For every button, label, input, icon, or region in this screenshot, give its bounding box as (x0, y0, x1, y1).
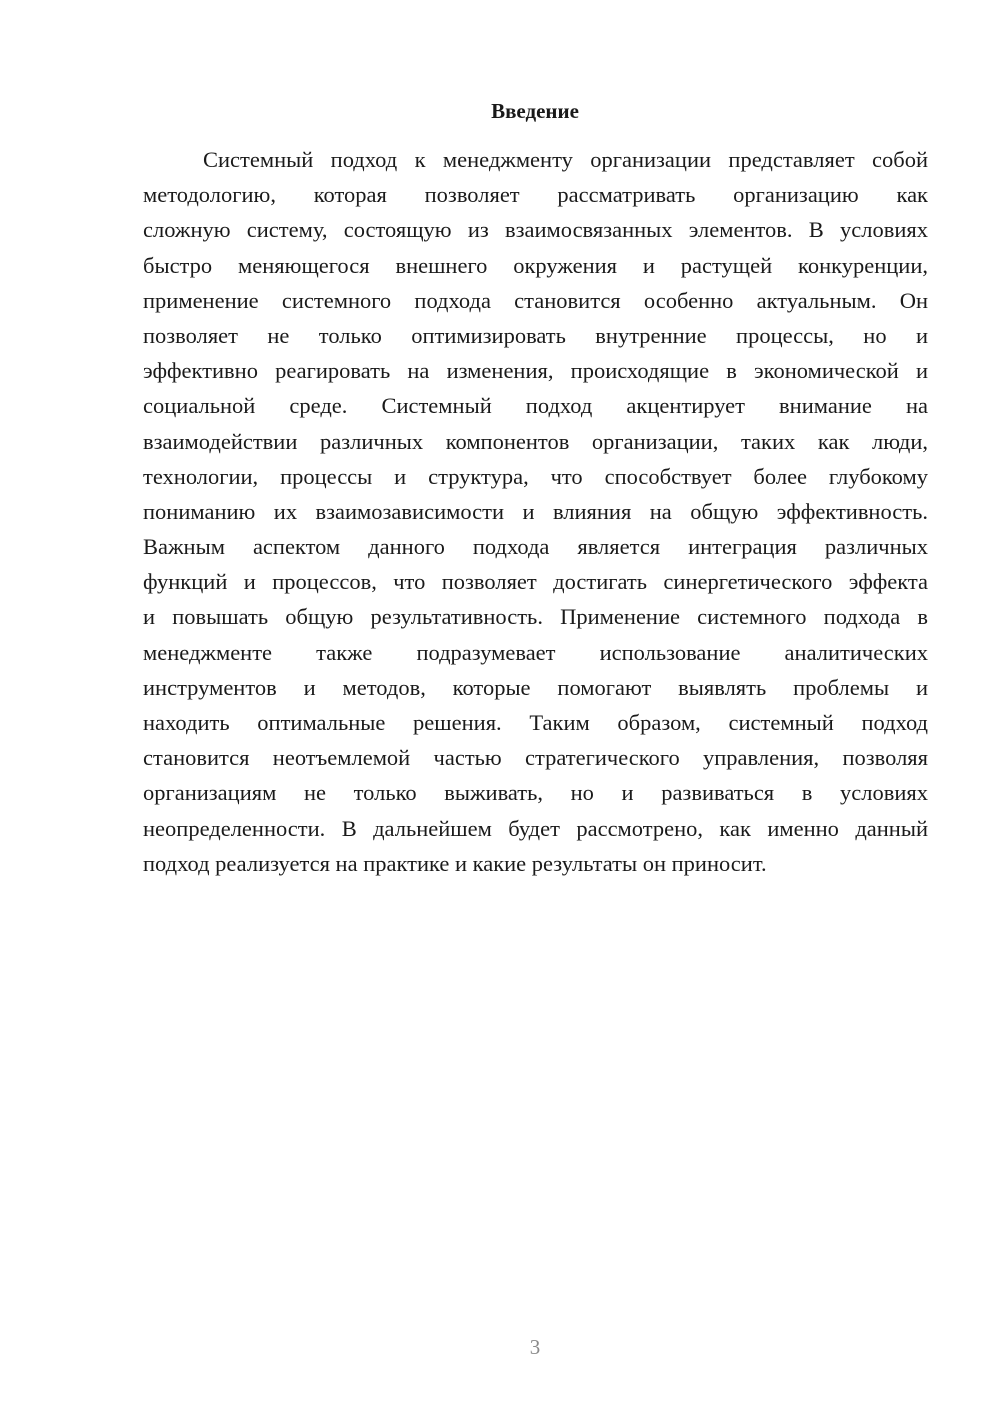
paragraph-line: и повышать общую результативность. Применение системного подхода в (143, 604, 928, 630)
paragraph-line: организациям не только выживать, но и развиваться в условиях (143, 780, 928, 806)
paragraph-line: взаимодействии различных компонентов организации, таких как люди, (143, 428, 928, 454)
paragraph-line: сложную систему, состоящую из взаимосвязанных элементов. В условиях (143, 217, 928, 243)
paragraph-line: быстро меняющегося внешнего окружения и растущей конкуренции, (143, 252, 928, 278)
intro-paragraph (143, 142, 928, 881)
paragraph-line: менеджменте также подразумевает использование аналитических (143, 639, 928, 665)
paragraph-line: социальной среде. Системный подход акцентирует внимание на (143, 393, 928, 419)
section-heading: Введение (491, 99, 579, 123)
paragraph-line: эффективно реагировать на изменения, происходящие в экономической и (143, 358, 928, 384)
paragraph-line: неопределенности. В дальнейшем будет рассмотрено, как именно данный (143, 815, 928, 841)
paragraph-line: подход реализуется на практике и какие результаты он приносит. (143, 850, 767, 876)
paragraph-line: функций и процессов, что позволяет достигать синергетического эффекта (143, 569, 928, 595)
paragraph-line: Важным аспектом данного подхода является интеграция различных (143, 534, 928, 560)
paragraph-line: пониманию их взаимозависимости и влияния на общую эффективность. (143, 498, 928, 524)
paragraph-line: применение системного подхода становится особенно актуальным. Он (143, 287, 928, 313)
paragraph-line: методологию, которая позволяет рассматривать организацию как (143, 182, 928, 208)
paragraph-line: позволяет не только оптимизировать внутренние процессы, но и (143, 322, 928, 348)
paragraph-line: технологии, процессы и структура, что способствует более глубокому (143, 463, 928, 489)
page-number: 3 (529, 1335, 541, 1359)
paragraph-line: находить оптимальные решения. Таким образом, системный подход (143, 710, 928, 735)
paragraph-line: становится неотъемлемой частью стратегического управления, позволяя (143, 745, 928, 771)
paragraph-line: Системный подход к менеджменту организации представляет собой (203, 147, 928, 172)
paragraph-line: инструментов и методов, которые помогают выявлять проблемы и (143, 674, 928, 700)
